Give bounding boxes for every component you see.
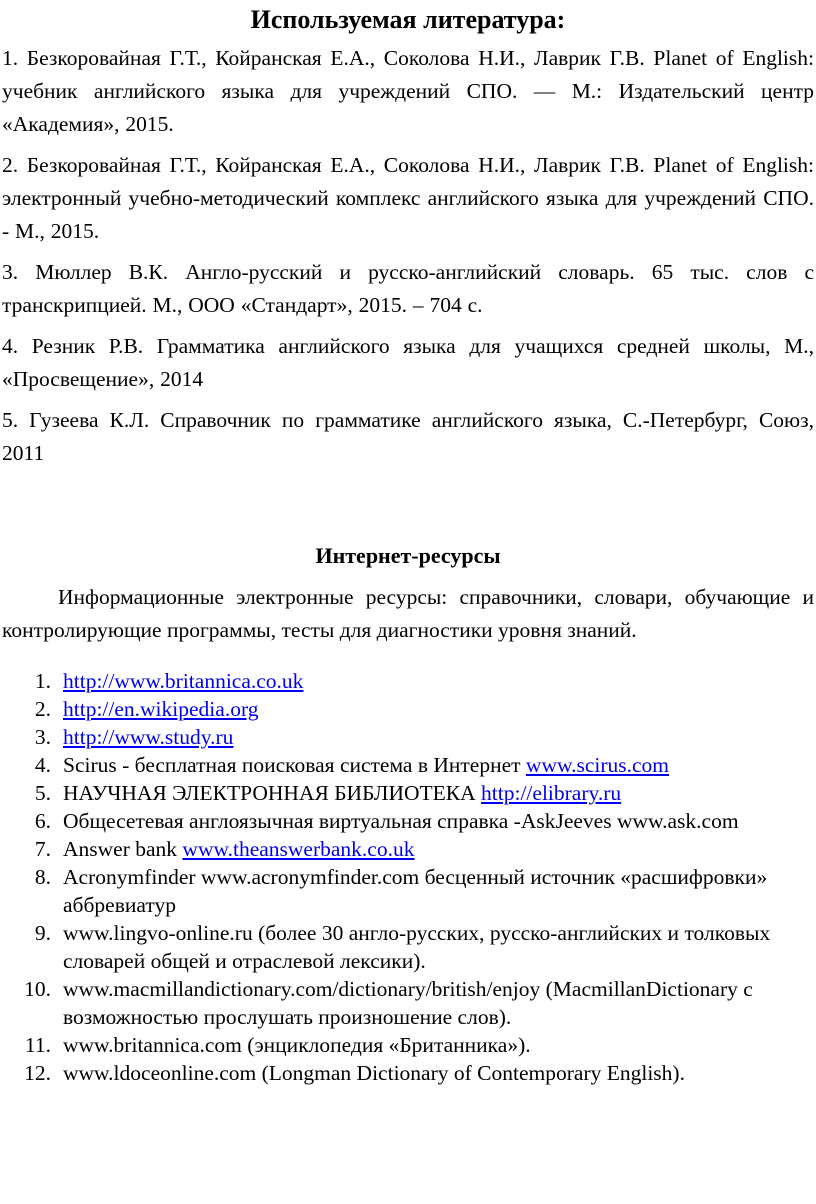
resource-number: 5. [34, 781, 51, 805]
resource-item [2, 863, 814, 919]
reference-item: 5. Гузеева К.Л. Справочник по грамматике английского языка, С.-Петербург, Союз, 2011 [2, 408, 814, 465]
resource-text: www.lingvo-online.ru (более 30 англо-русских, русско-английских и толковых словарей общей и отраслевой лексики). [63, 921, 771, 973]
resource-item [2, 919, 814, 975]
resource-number: 1. [34, 669, 51, 693]
resource-link[interactable]: http://www.study.ru [63, 725, 234, 749]
resource-link[interactable]: http://www.britannica.co.uk [63, 669, 304, 693]
resource-item [2, 779, 814, 807]
resource-text: www.macmillandictionary.com/dictionary/british/enjoy (MacmillanDictionary с возможностью прослушать произношение слов). [63, 977, 753, 1029]
resource-link[interactable]: www.scirus.com [525, 753, 670, 777]
resource-text: www.ldoceonline.com (Longman Dictionary of Contemporary English). [63, 1061, 685, 1085]
reference-item: 4. Резник Р.В. Грамматика английского языка для учащихся средней школы, М., «Просвещение», 2014 [2, 334, 814, 391]
resource-item [2, 695, 814, 723]
resource-item [2, 1059, 814, 1087]
reference-item: 2. Безкоровайная Г.Т., Койранская Е.А., Соколова Н.И., Лаврик Г.В. Planet of English: электронный учебно-методический комплекс английского языка для учреждений СПО. - М., 2015. [2, 153, 814, 243]
internet-resources-intro: Информационные электронные ресурсы: справочники, словари, обучающие и контролирующие программы, тесты для диагностики уровня знаний. [2, 585, 814, 642]
resource-link[interactable]: www.theanswerbank.co.uk [182, 837, 415, 861]
internet-resources-list [2, 667, 814, 1087]
resource-item [2, 807, 814, 835]
resource-text: Acronymfinder www.acronymfinder.com бесценный источник «расшифровки» аббревиатур [63, 865, 768, 917]
resource-number: 3. [34, 725, 51, 749]
resource-text: Answer bank [63, 837, 183, 861]
resource-item [2, 751, 814, 779]
resource-number: 6. [34, 809, 51, 833]
resource-text: www.britannica.com (энциклопедия «Британника»). [63, 1033, 531, 1057]
resource-text: Общесетевая англоязычная виртуальная справка -AskJeeves www.ask.com [63, 809, 739, 833]
resource-number: 2. [34, 697, 51, 721]
resource-number: 7. [34, 837, 51, 861]
resource-item [2, 723, 814, 751]
resource-item [2, 1031, 814, 1059]
resource-number: 9. [34, 921, 51, 945]
resource-number: 11. [24, 1033, 51, 1057]
page-title: Используемая литература: [250, 5, 566, 34]
resource-link[interactable]: http://elibrary.ru [481, 781, 622, 805]
resource-text: Scirus - бесплатная поисковая система в Интернет [63, 753, 526, 777]
references-list [2, 42, 814, 470]
resource-number: 10. [24, 977, 51, 1001]
resource-number: 12. [24, 1061, 51, 1085]
resource-text: НАУЧНАЯ ЭЛЕКТРОННАЯ БИБЛИОТЕКА [63, 781, 482, 805]
resource-number: 8. [34, 865, 51, 889]
resource-link[interactable]: http://en.wikipedia.org [63, 697, 259, 721]
resource-item [2, 975, 814, 1031]
resource-item [2, 667, 814, 695]
reference-item: 3. Мюллер В.К. Англо-русский и русско-английский словарь. 65 тыс. слов с транскрипцией. М., ООО «Стандарт», 2015. – 704 с. [2, 260, 814, 317]
reference-item: 1. Безкоровайная Г.Т., Койранская Е.А., Соколова Н.И., Лаврик Г.В. Planet of English: учебник английского языка для учреждений СПО. — М.: Издательский центр «Академия», 2015. [2, 46, 814, 136]
document-page [0, 4, 816, 1204]
resource-item [2, 835, 814, 863]
internet-resources-heading: Интернет-ресурсы [315, 543, 501, 568]
resource-number: 4. [34, 753, 51, 777]
